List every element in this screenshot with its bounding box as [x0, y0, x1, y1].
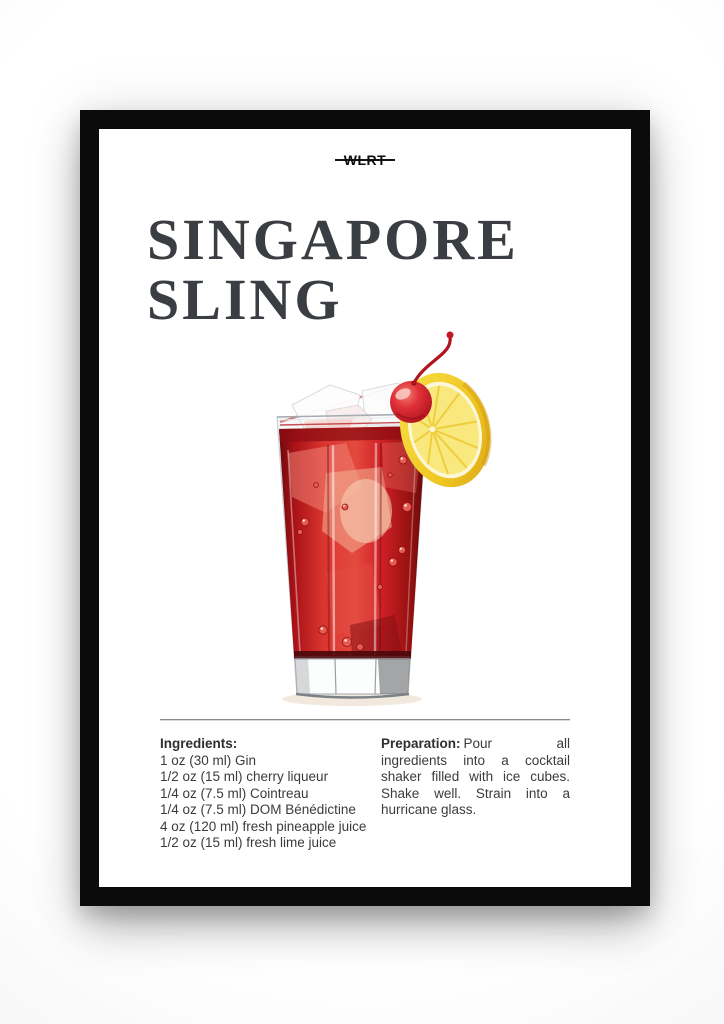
glass-base [295, 659, 410, 698]
logo-text: WLRT [343, 152, 387, 168]
poster-frame [80, 110, 650, 906]
cocktail-illustration [230, 325, 520, 710]
poster-title [147, 207, 519, 332]
ingredient-item: 1 oz (30 ml) Gin [160, 752, 257, 768]
brand-logo [99, 151, 631, 170]
ingredient-item: 1/2 oz (15 ml) cherry liqueur [160, 769, 329, 784]
preparation-paragraph [381, 736, 570, 819]
ingredient-item: 4 oz (120 ml) fresh pineapple juice [160, 818, 367, 834]
preparation-heading: Preparation: [381, 736, 461, 751]
liquid-bottom-edge [294, 651, 411, 659]
preparation-column [381, 736, 570, 852]
title-line-1: SINGAPORE [147, 207, 519, 272]
title-line-2: SLING [147, 267, 343, 332]
ingredient-item: 1/4 oz (7.5 ml) Cointreau [160, 785, 309, 801]
ingredient-item: 1/4 oz (7.5 ml) DOM Bénédictine [160, 802, 356, 817]
cocktail-illustration-wrap [230, 325, 520, 710]
recipe-section [160, 736, 570, 852]
ingredient-item: 1/2 oz (15 ml) fresh lime juice [160, 835, 337, 850]
ingredients-column [160, 736, 381, 852]
ingredients-list [160, 753, 381, 852]
footer-divider [160, 719, 570, 721]
preparation-text: Pour all ingredients into a cocktail shaker filled with ice cubes. Shake well. Strain into a hurricane glass. [381, 736, 570, 817]
poster-mat [99, 129, 631, 887]
ingredients-heading: Ingredients: [160, 736, 238, 751]
